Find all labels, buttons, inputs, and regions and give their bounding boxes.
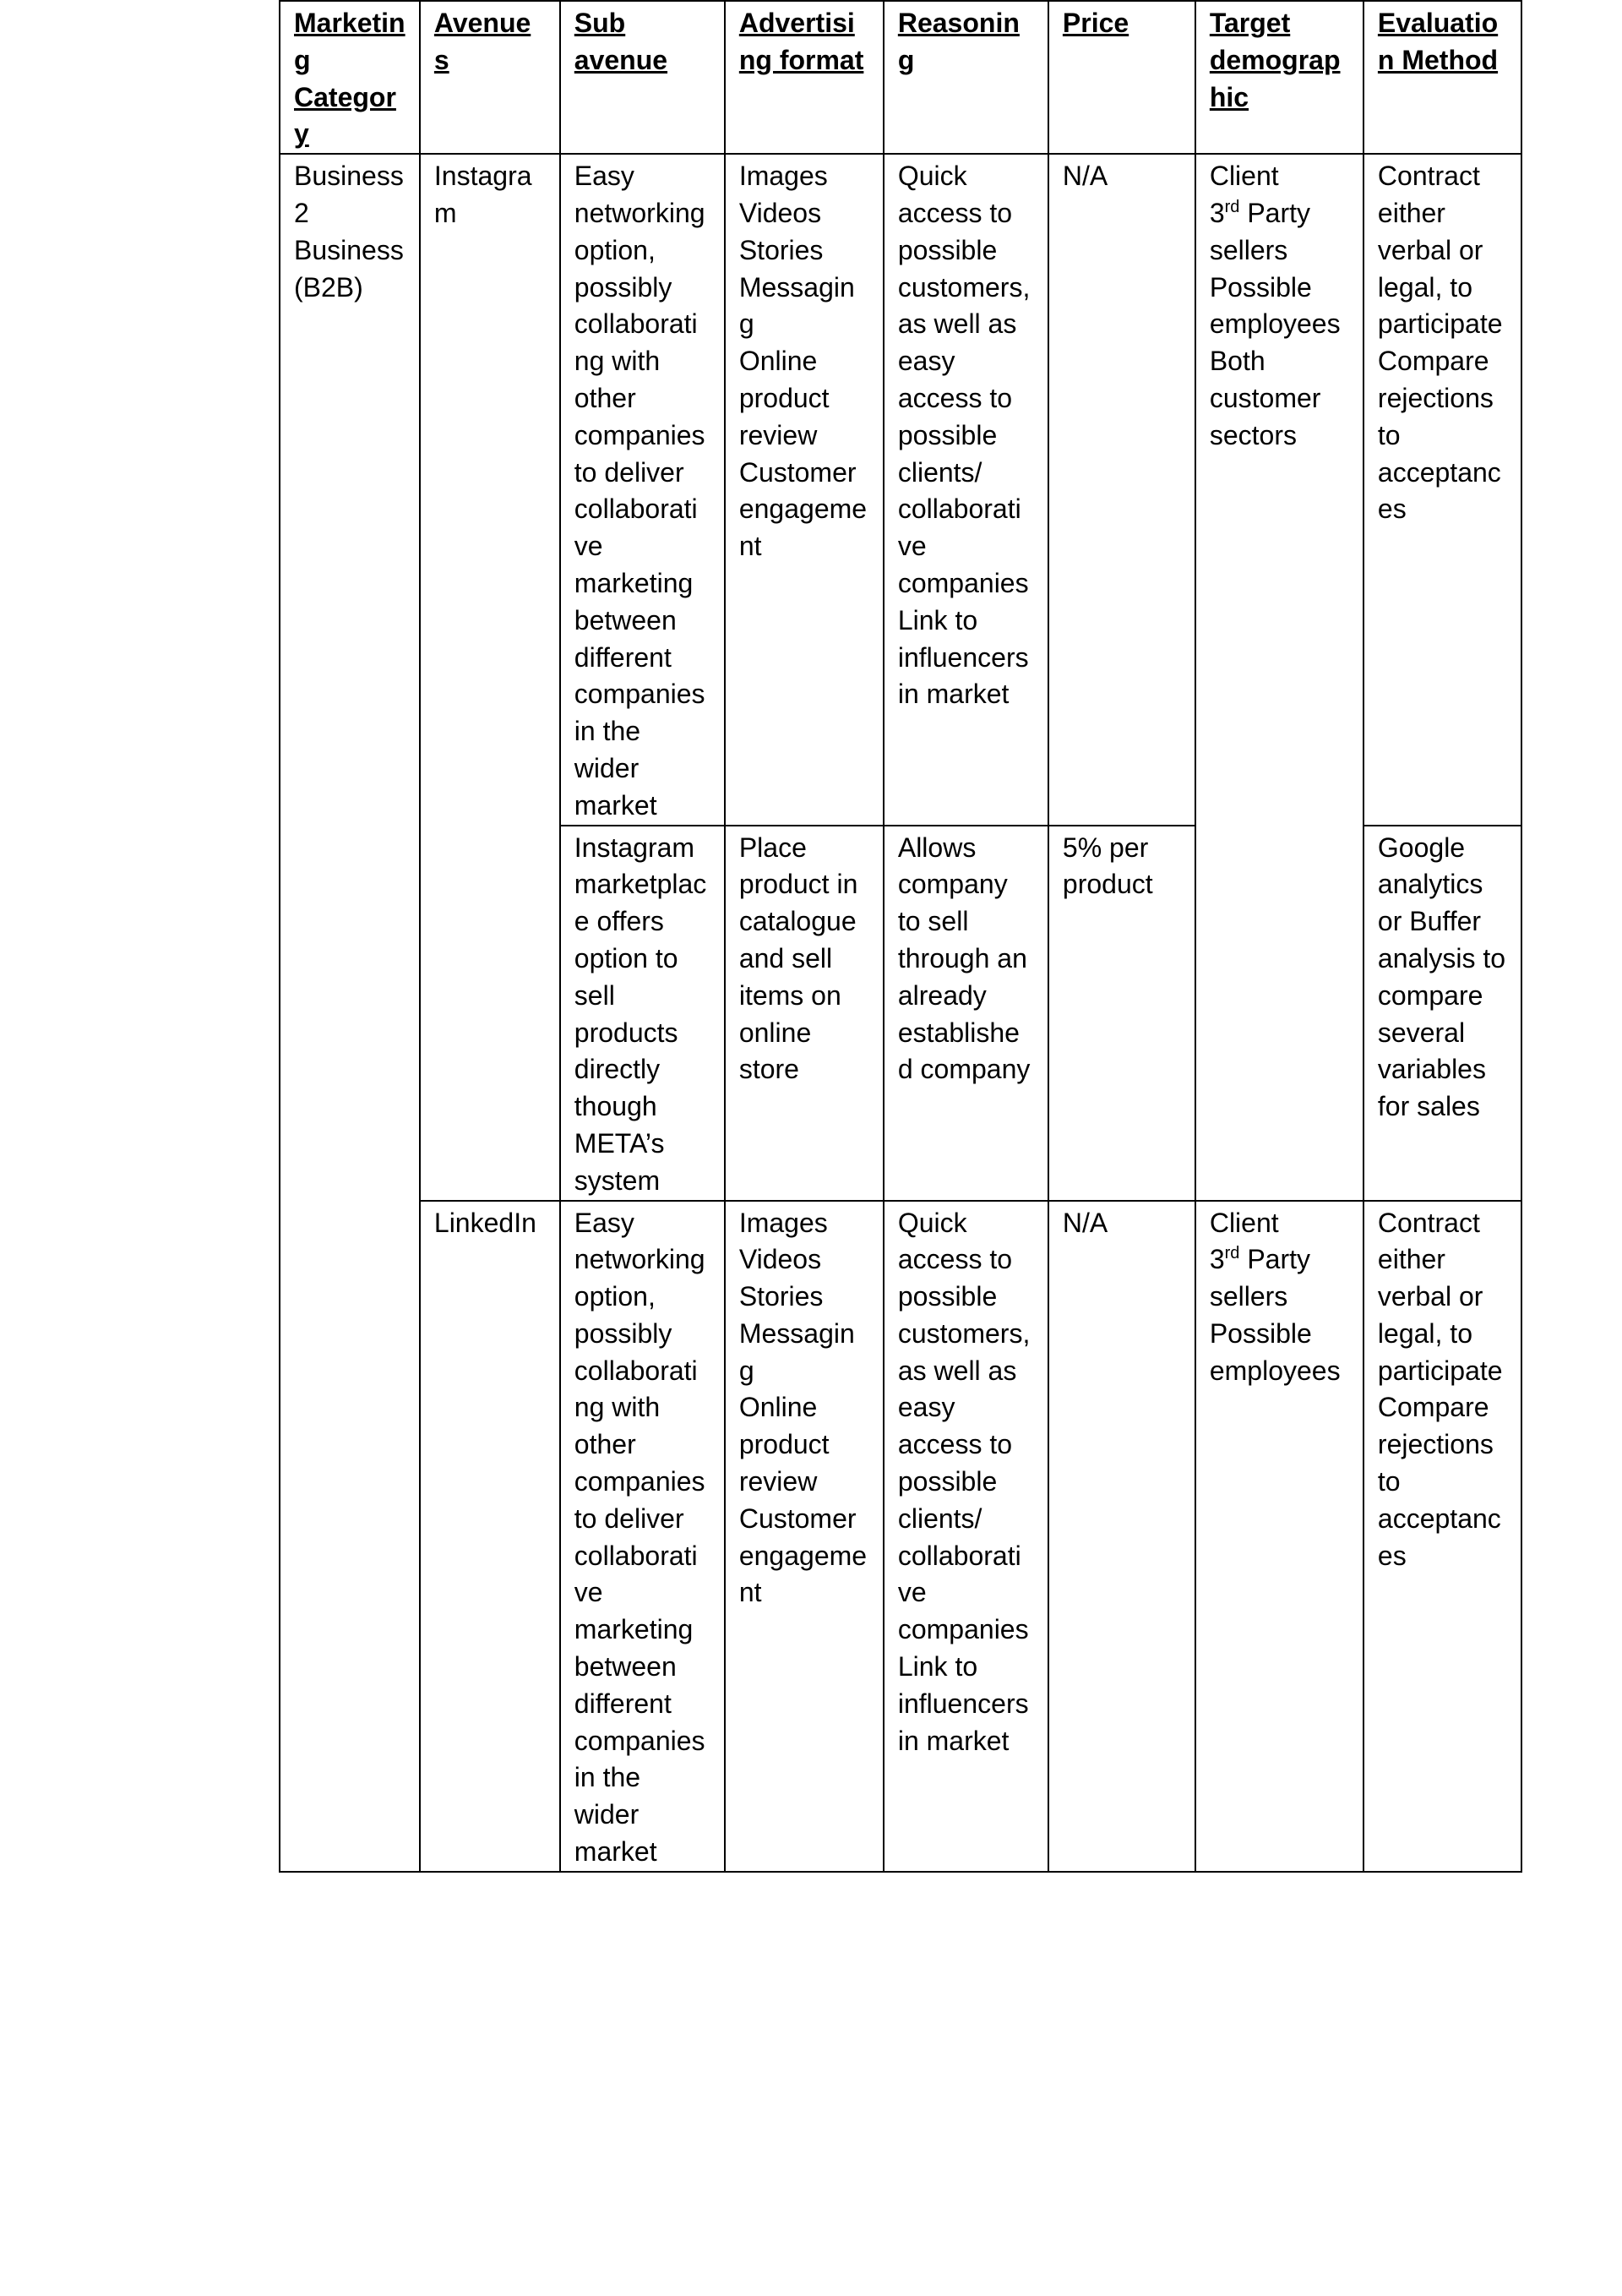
demographic-item: Client: [1209, 1207, 1279, 1238]
evaluation-method-cell: [1363, 154, 1521, 825]
demographic-item: Possible employees: [1209, 271, 1341, 340]
header-marketing-category: Marketing Category: [280, 1, 420, 154]
reasoning-item: Quick access to possible customers, as well as easy access to possible clients/ collaborative companies: [897, 1207, 1031, 1645]
evaluation-item: Contract either verbal or legal, to participate: [1377, 161, 1503, 340]
avenue-linkedin-cell: LinkedIn: [420, 1201, 560, 1872]
reasoning-item: Link to influencers in market: [897, 604, 1029, 710]
demographic-item: Possible employees: [1209, 1317, 1341, 1386]
reasoning-item: Quick access to possible customers, as well as easy access to possible clients/ collaborative companies: [897, 161, 1031, 598]
price-cell: N/A: [1048, 154, 1195, 825]
demographic-item: 3rd Party sellers: [1209, 1244, 1310, 1312]
format-item: Videos: [738, 1244, 822, 1275]
table-row: [280, 1201, 1521, 1872]
advertising-format-cell: Place product in catalogue and sell items on online store: [725, 826, 884, 1201]
price-cell: 5% per product: [1048, 826, 1195, 1201]
price-cell: N/A: [1048, 1201, 1195, 1872]
target-demographic-cell: [1195, 154, 1363, 1200]
evaluation-method-cell: Google analytics or Buffer analysis to compare several variables for sales: [1363, 826, 1521, 1201]
marketing-category-cell: Business 2 Business (B2B): [280, 154, 420, 1872]
advertising-format-cell: [725, 154, 884, 825]
header-sub-avenue: Sub avenue: [560, 1, 725, 154]
header-advertising-format: Advertising format: [725, 1, 884, 154]
header-avenues: Avenues: [420, 1, 560, 154]
format-item: Online product review: [738, 346, 830, 450]
format-item: Stories: [738, 234, 824, 265]
header-target-demographic: Target demographic: [1195, 1, 1363, 154]
demographic-item: Both customer sectors: [1209, 346, 1321, 450]
header-row: [280, 1, 1521, 154]
format-item: Stories: [738, 1281, 824, 1312]
advertising-format-cell: [725, 1201, 884, 1872]
format-item: Videos: [738, 197, 822, 228]
reasoning-item: Link to influencers in market: [897, 1651, 1029, 1756]
reasoning-cell: [884, 1201, 1048, 1872]
header-reasoning: Reasoning: [884, 1, 1048, 154]
evaluation-item: Compare rejections to acceptances: [1377, 1392, 1501, 1571]
format-item: Images: [738, 161, 828, 192]
format-item: Messaging: [738, 1317, 855, 1386]
sub-avenue-cell: Easy networking option, possibly collaborating with other companies to deliver collaborative marketing between different companies in the wider market: [560, 1201, 725, 1872]
avenue-instagram-cell: Instagram: [420, 154, 560, 1200]
target-demographic-cell: [1195, 1201, 1363, 1872]
format-item: Customer engagement: [738, 456, 868, 562]
sub-avenue-cell: Instagram marketplace offers option to sell products directly though META’s system: [560, 826, 725, 1201]
reasoning-cell: Allows company to sell through an already established company: [884, 826, 1048, 1201]
format-item: Customer engagement: [738, 1502, 868, 1608]
demographic-item: 3rd Party sellers: [1209, 197, 1310, 265]
marketing-table: [279, 0, 1522, 1873]
format-item: Online product review: [738, 1392, 830, 1497]
demographic-item: Client: [1209, 161, 1279, 192]
sub-avenue-cell: Easy networking option, possibly collaborating with other companies to deliver collaborative marketing between different companies in the wider market: [560, 154, 725, 825]
evaluation-method-cell: [1363, 1201, 1521, 1872]
reasoning-cell: [884, 154, 1048, 825]
evaluation-item: Compare rejections to acceptances: [1377, 346, 1501, 525]
format-item: Images: [738, 1207, 828, 1238]
format-item: Messaging: [738, 271, 855, 340]
evaluation-item: Contract either verbal or legal, to participate: [1377, 1207, 1503, 1386]
header-evaluation-method: Evaluation Method: [1363, 1, 1521, 154]
header-price: Price: [1048, 1, 1195, 154]
table-row: [280, 154, 1521, 825]
